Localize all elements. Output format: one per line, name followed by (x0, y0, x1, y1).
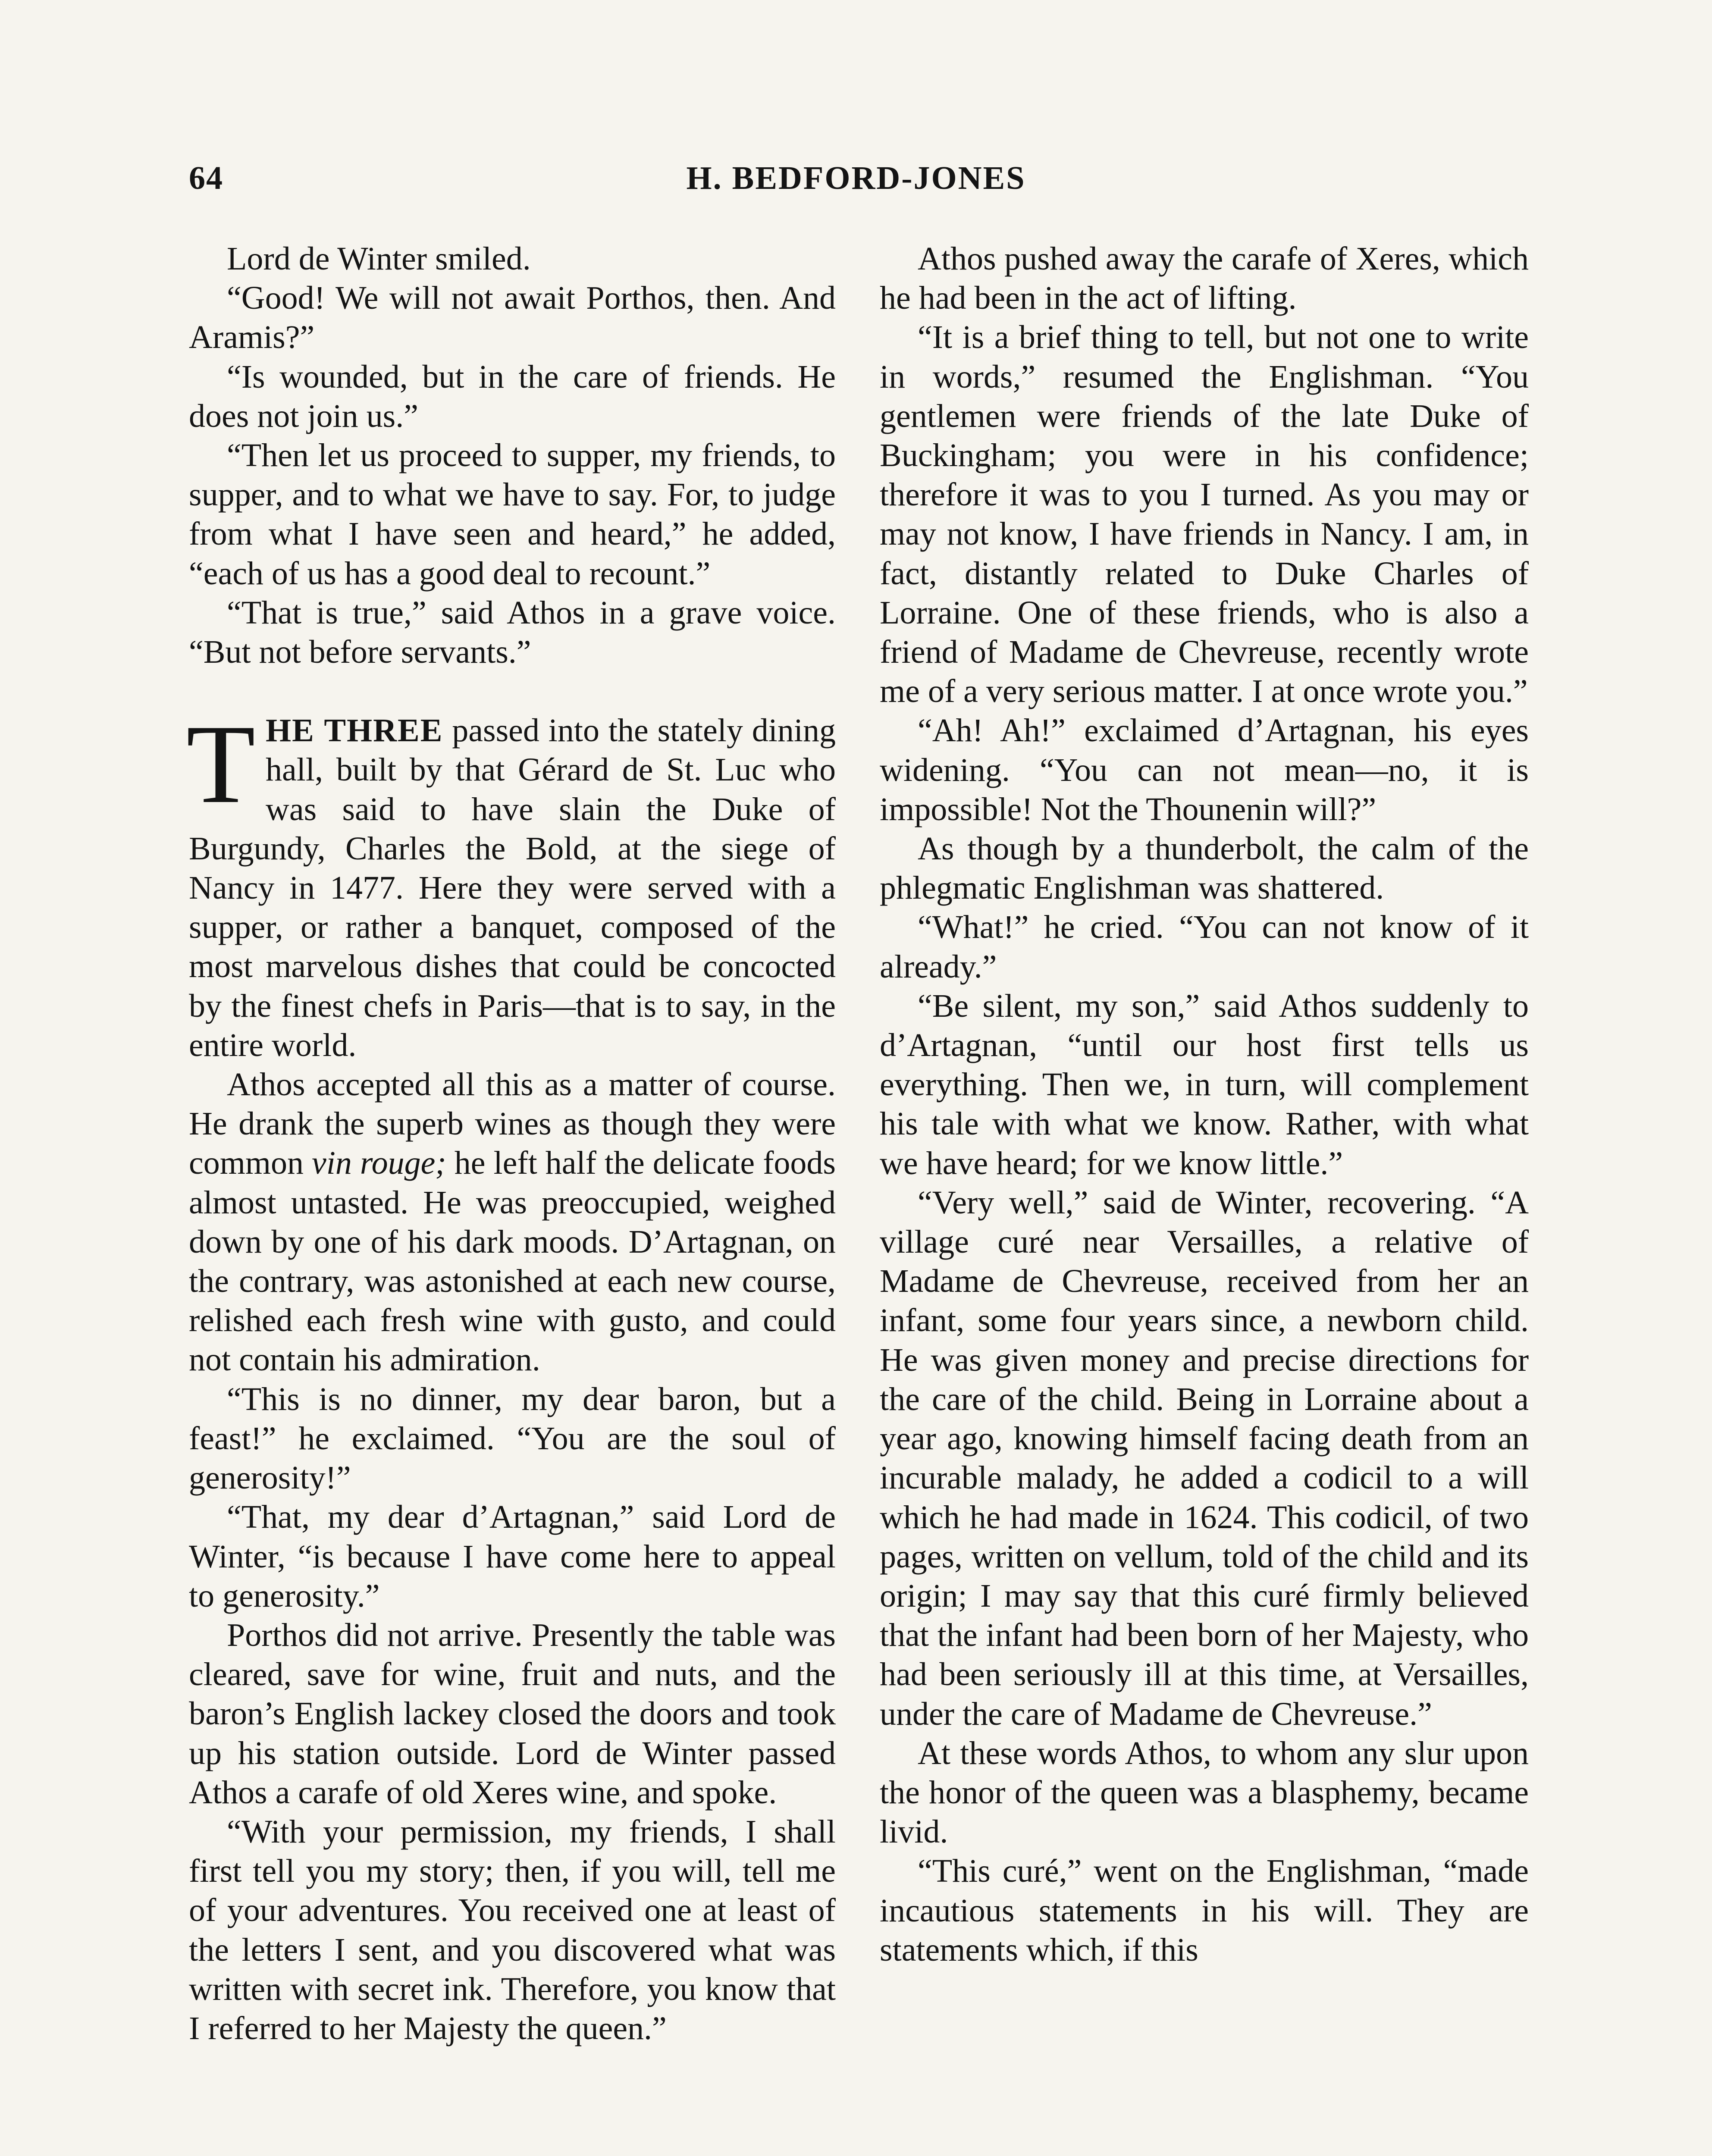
paragraph-text: Athos accepted all this as a matter of course. He drank the superb wines as though they were common (189, 1066, 836, 1181)
paragraph-text: passed into the stately dining hall, built by that Gérard de St. Luc who was said to have slain the Duke of Burgundy, Charles the Bold, at the siege of Nancy in 1477. Here they were served with a supper, or rather a banquet, composed of the most marvelous dishes that could be concocted by the finest chefs in Paris—that is to say, in the entire world. (189, 712, 836, 1063)
paragraph: “What!” he cried. “You can not know of it already.” (880, 909, 1529, 985)
paragraph: “Very well,” said de Winter, recovering. “A village curé near Versailles, a relative of Madame de Chevreuse, received from her an infant, some four years since, a newborn child. He was given money and precise directions for the care of the child. Being in Lorraine about a year ago, knowing himself facing death from an incurable malady, he added a codicil to a will which he had made in 1624. This codicil, of two pages, written on vellum, told of the child and its origin; I may say that this curé firmly believed that the infant had been born of her Majesty, who had been seriously ill at this time, at Versailles, under the care of Madame de Chevreuse.” (880, 1184, 1529, 1732)
paragraph: “With your permission, my friends, I shall first tell you my story; then, if you will, tell me of your adventures. You received one at least of the letters I sent, and you discovered what was written with secret ink. Therefore, you know that I referred to her Majesty the queen.” (189, 1813, 836, 2046)
italic-phrase: vin rouge; (312, 1145, 446, 1181)
lead-in: HE THREE (266, 712, 443, 749)
paragraph: “It is a brief thing to tell, but not one to write in words,” resumed the Englishman. “You gentlemen were friends of the late Duke of Buckingham; you were in his confidence; therefore it was to you I turned. As you may or may not know, I have friends in Nancy. I am, in fact, distantly related to Duke Charles of Lorraine. One of these friends, who is also a friend of Madame de Chevreuse, recently wrote me of a very serious matter. I at once wrote you.” (880, 319, 1529, 710)
paragraph: At these words Athos, to whom any slur upon the honor of the queen was a blasphemy, became livid. (880, 1735, 1529, 1850)
paragraph: “Be silent, my son,” said Athos suddenly to d’Artagnan, “until our host first tells us everything. Then we, in turn, will complement his tale with what we know. Rather, with what we have heard; for we know little.” (880, 987, 1529, 1181)
paragraph: “That, my dear d’Artagnan,” said Lord de Winter, “is because I have come here to appeal to generosity.” (189, 1499, 836, 1614)
section-opening-paragraph (186, 702, 836, 1065)
paragraph: As though by a thunderbolt, the calm of the phlegmatic Englishman was shattered. (880, 830, 1529, 906)
paragraph: “Is wounded, but in the care of friends. He does not join us.” (189, 358, 836, 434)
right-column (880, 239, 1529, 1970)
drop-cap: T (186, 702, 256, 827)
paragraph-text: he left half the delicate foods almost untasted. He was preoccupied, weighed down by one of his dark moods. D’Artagnan, on the contrary, was astonished at each new course, relished each fresh wine with gusto, and could not contain his admiration. (189, 1145, 836, 1378)
paragraph: Athos pushed away the carafe of Xeres, which he had been in the act of lifting. (880, 241, 1529, 317)
paragraph: “Good! We will not await Porthos, then. And Aramis?” (189, 280, 836, 356)
left-column (186, 239, 836, 2048)
paragraph: Porthos did not arrive. Presently the table was cleared, save for wine, fruit and nuts, and the baron’s English lackey closed the doors and took up his station outside. Lord de Winter passed Athos a carafe of old Xeres wine, and spoke. (189, 1617, 836, 1811)
paragraph (189, 1065, 836, 1380)
paragraph: “Ah! Ah!” exclaimed d’Artagnan, his eyes widening. “You can not mean—no, it is impossible! Not the Thounenin will?” (880, 712, 1529, 827)
page-number: 64 (189, 160, 223, 196)
paragraph: “This curé,” went on the Englishman, “made incautious statements in his will. They are statements which, if this (880, 1853, 1529, 1968)
paragraph: “Then let us proceed to supper, my friends, to supper, and to what we have to say. For, to judge from what I have seen and heard,” he added, “each of us has a good deal to recount.” (189, 437, 836, 592)
paragraph: “This is no dinner, my dear baron, but a feast!” he exclaimed. “You are the soul of generosity!” (189, 1381, 836, 1496)
running-head: H. BEDFORD-JONES (686, 160, 1026, 196)
paragraph: Lord de Winter smiled. (227, 241, 531, 277)
paragraph: “That is true,” said Athos in a grave voice. “But not before servants.” (189, 594, 836, 671)
